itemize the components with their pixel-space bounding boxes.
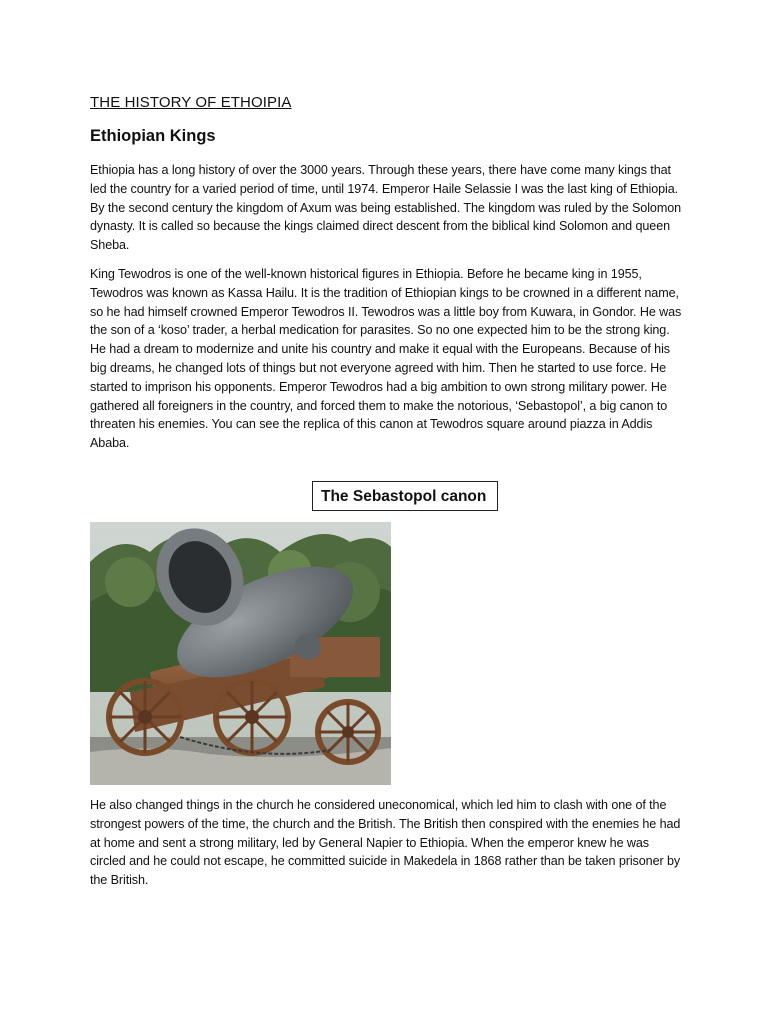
- sebastopol-cannon-photo: [90, 522, 391, 785]
- paragraph-2: King Tewodros is one of the well-known historical figures in Ethiopia. Before he became king in 1955, Tewodros was known as Kassa Hailu. It is the tradition of Ethiopian kings to be crowned in a different name, so he had himself crowned Emperor Tewodros II. Tewodros was a little boy from Kuwara, in Gondor. He was the son of a ‘koso’ trader, a herbal medication for parasites. So no one expected him to be the strong king. He had a dream to modernize and unite his country and make it equal with the Europeans. Because of his big dreams, he changed lots of things but not everyone agreed with him. Then he started to use force. He started to imprison his opponents. Emperor Tewodros had a big ambition to own strong military power. He gathered all foreigners in the country, and forced them to make the notorious, ‘Sebastopol’, a big canon to threaten his enemies. You can see the replica of this canon at Tewodros square around piazza in Addis Ababa.: [90, 267, 682, 451]
- document-title: THE HISTORY OF ETHOIPIA: [90, 94, 292, 111]
- image-caption: The Sebastopol canon: [312, 481, 498, 511]
- paragraph-1: Ethiopia has a long history of over the 3000 years. Through these years, there have come many kings that led the country for a varied period of time, until 1974. Emperor Haile Selassie I was the last king of Ethiopia. By the second century the kingdom of Axum was being established. The kingdom was ruled by the Solomon dynasty. It is called so because the kings claimed direct descent from the biblical kind Solomon and queen Sheba.: [90, 163, 682, 253]
- paragraph-3: He also changed things in the church he considered uneconomical, which led him to clash with one of the strongest powers of the time, the church and the British. The British then conspired with the enemies he had at home and sent a strong military, led by General Napier to Ethiopia. When the emperor knew he was circled and he could not escape, he committed suicide in Makedela in 1868 rather than be taken prisoner by the British.: [90, 798, 681, 888]
- section-heading: Ethiopian Kings: [90, 127, 216, 145]
